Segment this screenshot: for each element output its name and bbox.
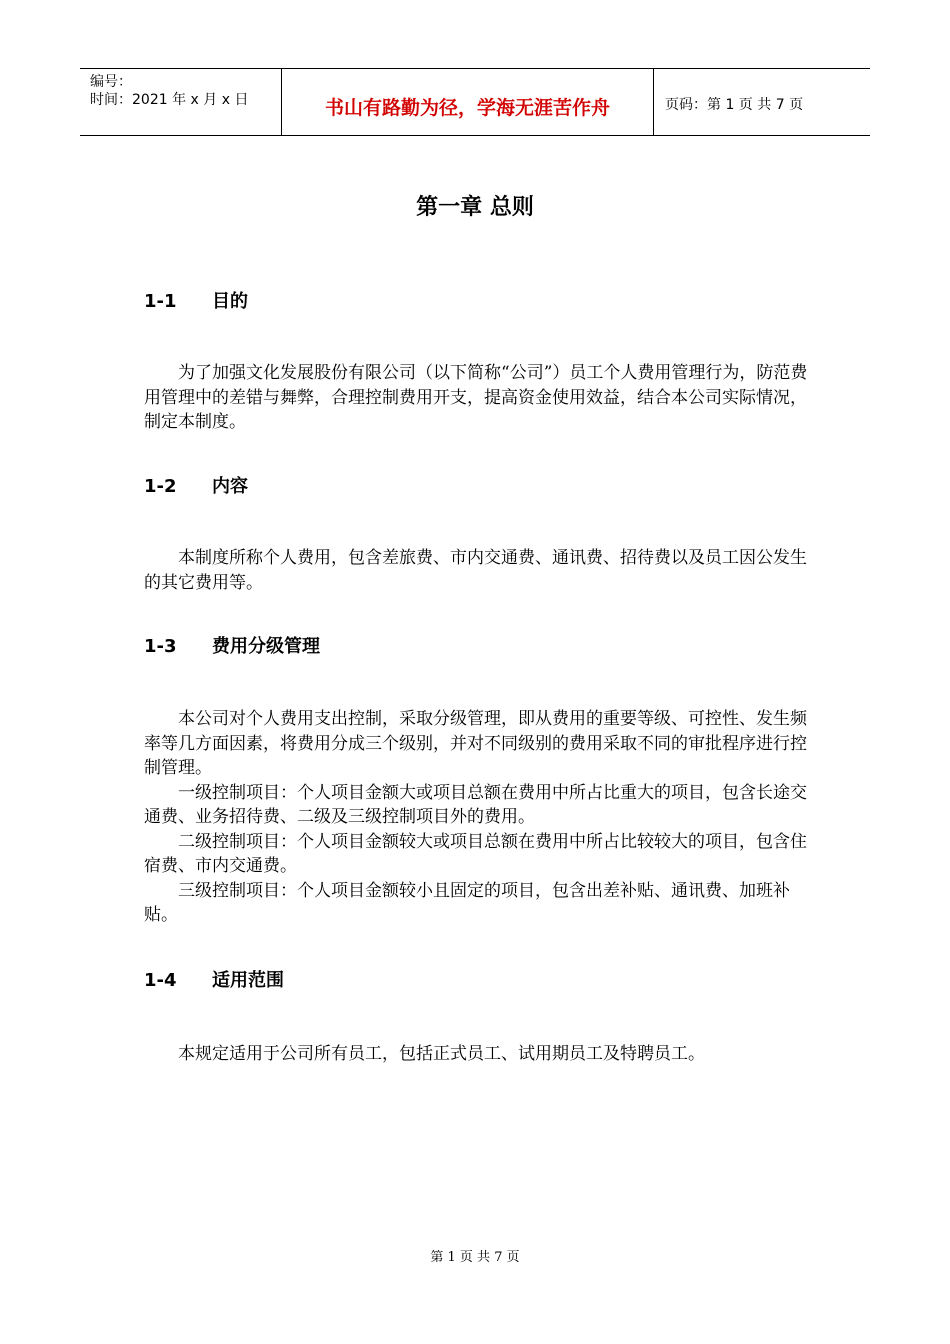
document-time-label: 时间：2021 年 x 月 x 日 <box>90 92 249 108</box>
paragraph: 三级控制项目：个人项目金额较小且固定的项目，包含出差补贴、通讯费、加班补贴。 <box>144 880 790 925</box>
section-heading-1-3 <box>144 632 320 658</box>
section-body-1-4 <box>144 1042 822 1067</box>
header-motto: 书山有路勤为径，学海无涯苦作舟 <box>324 97 610 119</box>
section-body-1-3 <box>144 707 822 928</box>
chapter-title: 第一章 总则 <box>416 195 534 220</box>
section-heading-1-1 <box>144 287 248 313</box>
header-motto-cell <box>281 69 654 135</box>
document-number-label: 编号： <box>90 74 132 90</box>
section-heading-1-2 <box>144 472 248 498</box>
page-footer: 第 1 页 共 7 页 <box>430 1250 520 1265</box>
section-number: 1-4 <box>144 970 177 991</box>
paragraph: 本制度所称个人费用，包含差旅费、市内交通费、通讯费、招待费以及员工因公发生的其它费用等。 <box>144 548 807 593</box>
paragraph: 二级控制项目：个人项目金额较大或项目总额在费用中所占比较较大的项目，包含住宿费、市内交通费。 <box>144 831 807 876</box>
paragraph: 为了加强文化发展股份有限公司（以下简称“公司”）员工个人费用管理行为，防范费用管理中的差错与舞弊，合理控制费用开支，提高资金使用效益，结合本公司实际情况，制定本制度。 <box>144 363 808 432</box>
section-number: 1-1 <box>144 291 177 312</box>
section-number: 1-2 <box>144 476 177 497</box>
header-meta <box>80 69 281 135</box>
section-body-1-1 <box>144 361 822 435</box>
section-title: 内容 <box>212 476 248 497</box>
paragraph: 一级控制项目：个人项目金额大或项目总额在费用中所占比重大的项目，包含长途交通费、业务招待费、二级及三级控制项目外的费用。 <box>144 782 807 827</box>
paragraph: 本公司对个人费用支出控制，采取分级管理，即从费用的重要等级、可控性、发生频率等几方面因素，将费用分成三个级别，并对不同级别的费用采取不同的审批程序进行控制管理。 <box>144 709 807 778</box>
section-body-1-2 <box>144 546 822 595</box>
section-title: 目的 <box>212 291 248 312</box>
section-heading-1-4 <box>144 966 284 992</box>
paragraph: 本规定适用于公司所有员工，包括正式员工、试用期员工及特聘员工。 <box>178 1044 705 1064</box>
section-number: 1-3 <box>144 636 177 657</box>
header-page-label: 页码：第 1 页 共 7 页 <box>665 97 804 113</box>
document-header <box>80 68 870 136</box>
section-title: 适用范围 <box>212 970 284 991</box>
section-title: 费用分级管理 <box>212 636 320 657</box>
